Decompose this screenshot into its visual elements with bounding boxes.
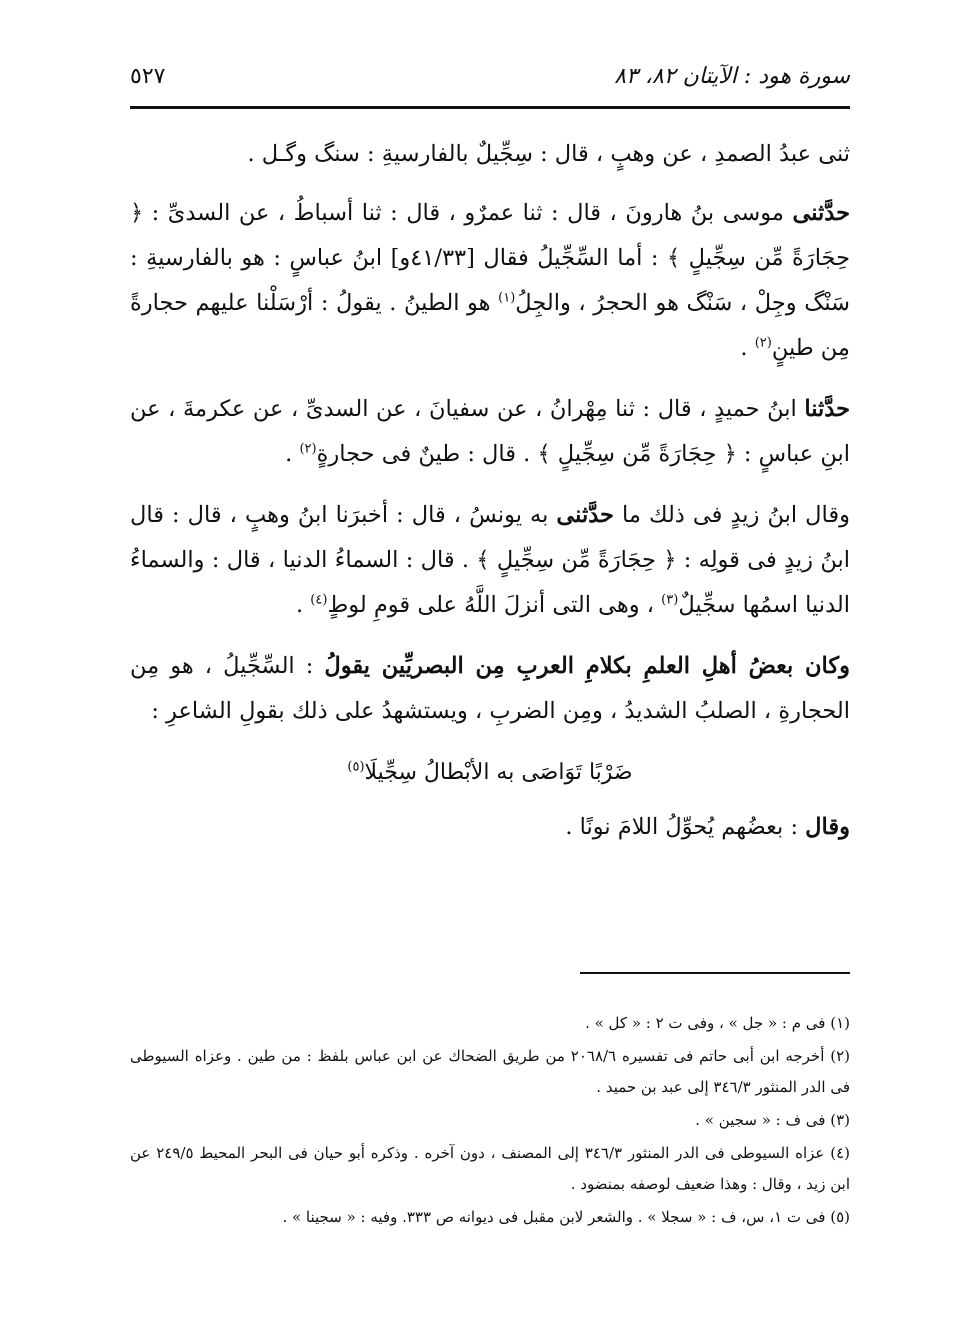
- paragraph-text: : بعضُهم يُحوِّلُ اللامَ نونًا .: [565, 814, 806, 840]
- paragraph-text: : السِّجِّيلُ ، هو مِن الحجارةِ ، الصلبُ الشديدُ ، ومِن الضربِ ، ويستشهدُ على ذلك بقولِ الشاعرِ :: [130, 653, 850, 724]
- paragraph-text: ابنُ حميدٍ ، قال : ثنا مِهْرانُ ، عن سفيانَ ، عن السدىِّ ، عن عكرمةَ ، عن ابنِ عباسٍ : ﴿ حِجَارَةً مِّن سِجِّيلٍ ﴾ . قال : طينٌ فى حجارةٍ: [130, 396, 850, 467]
- poetry-verse: [130, 750, 850, 795]
- paragraph-2: [130, 387, 850, 477]
- paragraph-end: .: [285, 441, 300, 467]
- paragraph-5: [130, 805, 850, 850]
- footnote-2: (٢) أخرجه ابن أبى حاتم فى تفسيره ٢٠٦٨/٦ من طريق الضحاك عن ابن عباس بلفظ : من طين . وعزاه السيوطى فى الدر المنثور ٣٤٦/٣ إلى عبد بن حميد .: [130, 1047, 850, 1096]
- paragraph-end: .: [740, 335, 755, 361]
- paragraph-text: به يونسُ ، قال : أخبرَنا ابنُ وهبٍ ، قال : قال ابنُ زيدٍ فى قولِه : ﴿ حِجَارَةً مِّن سِجِّيلٍ ﴾ . قال : السماءُ الدنيا ، قال : والسماءُ الدنيا اسمُها سجِّيلٌ: [130, 502, 850, 618]
- footnote-divider: [580, 972, 850, 974]
- paragraph-text: هو الطينُ . يقولُ : أرْسَلْنا عليهم حجارةً مِن طينٍ: [130, 290, 850, 361]
- narration-lead: حدَّثنى: [556, 502, 614, 528]
- footnote-ref[interactable]: (٥): [347, 759, 365, 775]
- paragraph-text: ، وهى التى أنزلَ اللَّهُ على قومِ لوطٍ: [327, 592, 662, 618]
- footnote-ref[interactable]: (٢): [754, 335, 772, 351]
- narration-lead: حدَّثنا: [804, 396, 850, 422]
- running-header: [130, 52, 850, 100]
- footnote-ref[interactable]: (٣): [661, 592, 679, 608]
- paragraph-text: ثنى عبدُ الصمدِ ، عن وهبٍ ، قال : سِجِّيلٌ بالفارسيةِ : سنگ وگـل .: [247, 141, 850, 167]
- narration-lead: وكان بعضُ أهلِ العلمِ بكلامِ العربِ مِن البصريِّين يقولُ: [324, 653, 850, 679]
- footnote-4: (٤) عزاه السيوطى فى الدر المنثور ٣٤٦/٣ إلى المصنف ، دون آخره . وذكره أبو حيان فى البحر المحيط ٢٤٩/٥ عن ابن زيد ، وقال : وهذا ضعيف لوصفه بمنضود .: [130, 1144, 850, 1193]
- footnote-ref[interactable]: (١): [498, 290, 516, 306]
- narration-lead: وقال: [805, 814, 850, 840]
- paragraph-4: [130, 644, 850, 734]
- paragraph-text: موسى بنُ هارونَ ، قال : ثنا عمرٌو ، قال : ثنا أسباطُ ، عن السدىِّ : ﴿ حِجَارَةً مِّن سِجِّيلٍ ﴾ : أما السِّجِّيلُ فقال [٤١/٣٣و] ابنُ عباسٍ : هو بالفارسيةِ : سَنْگ وجِلْ ، سَنْگ هو الحجرُ ، والجِلُ: [130, 200, 850, 316]
- footnote-ref[interactable]: (٢): [299, 441, 317, 457]
- surah-title: سورة هود : الآيتان ٨٢، ٨٣: [614, 63, 850, 89]
- footnote-ref[interactable]: (٤): [310, 592, 328, 608]
- paragraph-text: وقال ابنُ زيدٍ فى ذلك ما: [613, 502, 850, 528]
- footnote-1: (١) فى م : « جل » ، وفى ت ٢ : « كل » .: [585, 1014, 850, 1032]
- page-number: ٥٢٧: [130, 63, 166, 89]
- footnotes: [130, 1008, 850, 1235]
- paragraph-0: [130, 132, 850, 177]
- paragraph-1: [130, 191, 850, 371]
- footnote-3: (٣) فى ف : « سجين » .: [695, 1111, 850, 1129]
- paragraph-end: .: [295, 592, 311, 618]
- footnote-5: (٥) فى ت ١، س، ف : « سجلا » . والشعر لابن مقبل فى ديوانه ص ٣٣٣. وفيه : « سجينا » .: [282, 1208, 850, 1226]
- verse-text: ضَرْبًا تَوَاصَى به الأبْطالُ سِجِّيلَا: [364, 760, 633, 785]
- narration-lead: حدَّثنى: [792, 200, 850, 226]
- paragraph-3: [130, 493, 850, 628]
- header-divider: [130, 106, 850, 109]
- main-text: [130, 132, 850, 866]
